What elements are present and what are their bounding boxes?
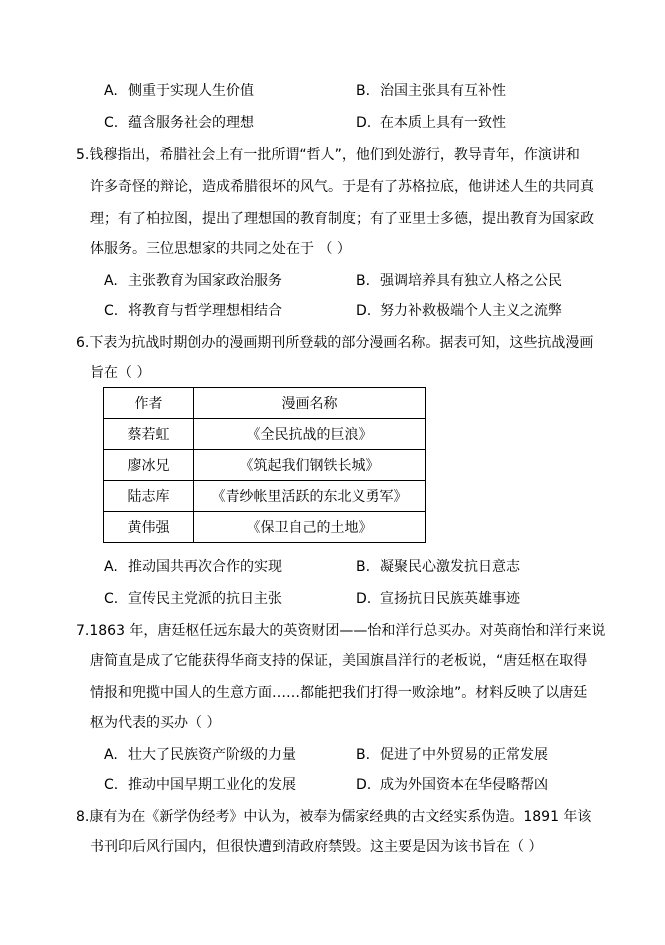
option-letter: D.	[356, 115, 372, 131]
q7-stem-line: 情报和兜揽中国人的生意方面……都能把我们打得一败涂地”。材料反映了以唐廷	[90, 685, 588, 701]
option-text: 努力补救极端个人主义之流弊	[380, 303, 562, 319]
option-text: 凝聚民心激发抗日意志	[380, 559, 520, 575]
q7-stem-line: 唐简直是成了它能获得华商支持的保证，美国旗昌洋行的老板说，“唐廷枢在取得	[90, 653, 588, 669]
option-text: 壮大了民族资产阶级的力量	[128, 747, 296, 763]
q4-option-c[interactable]	[104, 113, 254, 133]
option-letter: D.	[356, 777, 372, 793]
q7-option-b[interactable]	[356, 745, 548, 765]
q6-stem-line: 6.下表为抗战时期创办的漫画期刊所登载的部分漫画名称。据表可知，这些抗战漫画	[76, 335, 594, 351]
option-text: 将教育与哲学理想相结合	[128, 303, 282, 319]
q6-option-a[interactable]	[104, 557, 282, 577]
option-text: 宣扬抗日民族英雄事迹	[380, 591, 520, 607]
option-text: 促进了中外贸易的正常发展	[380, 747, 548, 763]
option-letter: C.	[104, 115, 119, 131]
option-letter: A.	[104, 273, 118, 289]
table-header-row	[104, 388, 426, 419]
option-letter: C.	[104, 777, 119, 793]
q5-option-c[interactable]	[104, 301, 282, 321]
table-row	[104, 450, 426, 481]
option-letter: C.	[104, 591, 119, 607]
table-cell-author: 蔡若虹	[104, 419, 194, 450]
table-cell-title: 《筑起我们钢铁长城》	[194, 450, 426, 481]
table-cell-title: 《青纱帐里活跃的东北义勇军》	[194, 481, 426, 512]
option-text: 在本质上具有一致性	[380, 115, 506, 131]
q6-option-c[interactable]	[104, 589, 282, 609]
table-header-title: 漫画名称	[194, 388, 426, 419]
q6-option-d[interactable]	[356, 589, 520, 609]
option-text: 侧重于实现人生价值	[128, 83, 254, 99]
q7-stem-line: 枢为代表的买办（ ）	[90, 715, 221, 731]
option-letter: B.	[356, 747, 371, 763]
q4-option-a[interactable]	[104, 81, 254, 101]
table-cell-title: 《全民抗战的巨浪》	[194, 419, 426, 450]
q4-option-b[interactable]	[356, 81, 506, 101]
table-cell-title: 《保卫自己的土地》	[194, 512, 426, 543]
table-row	[104, 419, 426, 450]
q7-option-c[interactable]	[104, 775, 296, 795]
q8-stem-line: 书刊印后风行国内，但很快遭到清政府禁毁。这主要是因为该书旨在（ ）	[90, 839, 543, 855]
option-text: 治国主张具有互补性	[380, 83, 506, 99]
q5-stem-line: 许多奇怪的辩论，造成希腊很坏的风气。于是有了苏格拉底，他讲述人生的共同真	[90, 179, 594, 195]
q5-stem-line: 5.钱穆指出，希腊社会上有一批所谓“哲人”，他们到处游行，教导青年，作演讲和	[76, 147, 580, 163]
q5-option-d[interactable]	[356, 301, 562, 321]
option-letter: D.	[356, 303, 372, 319]
option-letter: B.	[356, 273, 371, 289]
option-text: 宣传民主党派的抗日主张	[128, 591, 282, 607]
table-cell-author: 陆志库	[104, 481, 194, 512]
q4-option-d[interactable]	[356, 113, 506, 133]
option-text: 成为外国资本在华侵略帮凶	[380, 777, 548, 793]
option-letter: D.	[356, 591, 372, 607]
option-letter: B.	[356, 83, 371, 99]
option-text: 推动国共再次合作的实现	[128, 559, 282, 575]
q7-option-d[interactable]	[356, 775, 548, 795]
option-text: 主张教育为国家政治服务	[128, 273, 282, 289]
q6-stem-line: 旨在（ ）	[90, 365, 151, 381]
q7-option-a[interactable]	[104, 745, 296, 765]
option-letter: A.	[104, 559, 118, 575]
table-row	[104, 481, 426, 512]
option-letter: A.	[104, 83, 118, 99]
q8-stem-line: 8.康有为在《新学伪经考》中认为，被奉为儒家经典的古文经实系伪造。1891 年该	[76, 809, 592, 825]
option-text: 蕴含服务社会的理想	[128, 115, 254, 131]
option-text: 推动中国早期工业化的发展	[128, 777, 296, 793]
option-letter: B.	[356, 559, 371, 575]
q7-stem-line: 7.1863 年，唐廷枢任远东最大的英资财团——怡和洋行总买办。对英商怡和洋行来说	[76, 623, 606, 639]
q5-stem-line: 理；有了柏拉图，提出了理想国的教育制度；有了亚里士多德，提出教育为国家政	[90, 211, 594, 227]
option-text: 强调培养具有独立人格之公民	[380, 273, 562, 289]
table-cell-author: 廖冰兄	[104, 450, 194, 481]
table-cell-author: 黄伟强	[104, 512, 194, 543]
q5-stem-line: 体服务。三位思想家的共同之处在于 （ ）	[90, 241, 351, 257]
option-letter: C.	[104, 303, 119, 319]
q5-option-a[interactable]	[104, 271, 282, 291]
option-letter: A.	[104, 747, 118, 763]
table-header-author: 作者	[104, 388, 194, 419]
table-row	[104, 512, 426, 543]
q5-option-b[interactable]	[356, 271, 562, 291]
q6-option-b[interactable]	[356, 557, 520, 577]
comic-table	[103, 387, 426, 543]
